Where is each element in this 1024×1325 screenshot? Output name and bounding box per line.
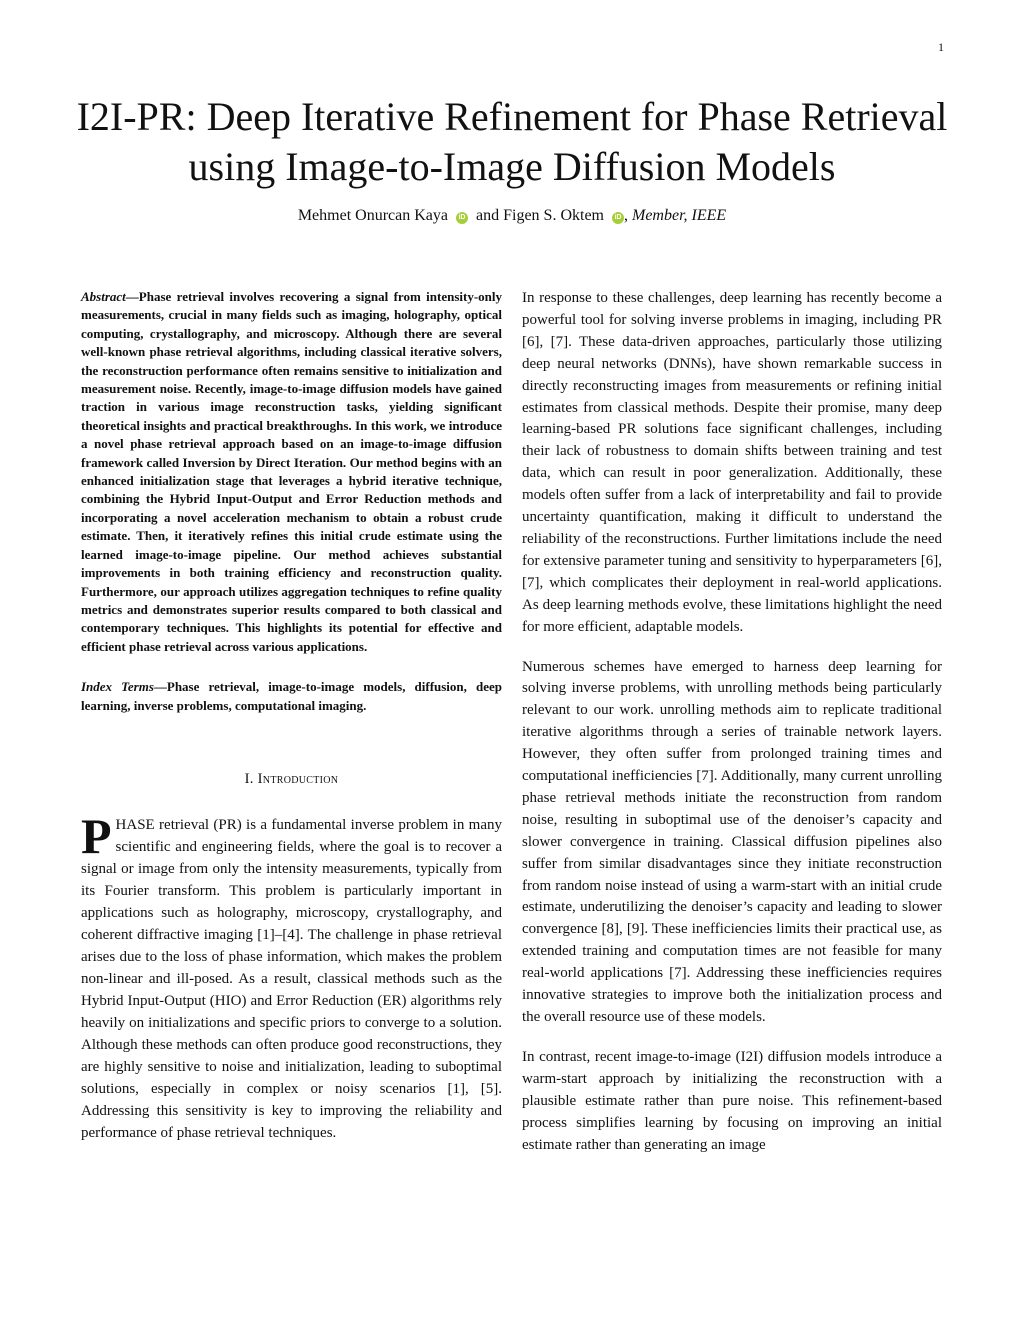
abstract [81,288,502,656]
intro-paragraph [81,807,502,1144]
author-affiliation: Member, IEEE [631,207,727,224]
left-column [81,288,502,1144]
author-line: Mehmet Onurcan Kaya iD and Figen S. Oktem iD , Member, IEEE [297,207,727,224]
body-paragraph: Numerous schemes have emerged to harness deep learning for solving inverse problems, with unrolling methods being particularly relevant to our work. unrolling methods aim to replicate traditional iterative algorithms through a series of trainable network layers. However, they often suffer from prolonged training times and computational inefficiencies [7]. Additionally, many current unrolling phase retrieval methods initiate the reconstruction from random noise, resulting in suboptimal use of the denoiser’s capacity and slower convergence in training. Classical diffusion pipelines also suffer from similar disadvantages since they initiate reconstruction from random noise instead of using a warm-start with an initial crude estimate, underutilizing the denoiser’s capacity and leading to slower convergence [8], [9]. These inefficiencies limits their practical use, as extended training and computation times are not feasible for many real-world applications [7]. Addressing these inefficiencies requires innovative strategies to improve both the initialization process and the overall resource use of these models. [522,658,942,1025]
author-joiner: and [475,207,500,224]
orcid-icon[interactable]: iD [612,212,624,224]
drop-cap-rest: HASE [115,816,155,833]
drop-cap: P [81,807,112,864]
body-paragraph: In response to these challenges, deep learning has recently become a powerful tool for solving inverse problems in imaging, including PR [6], [7]. These data-driven approaches, particularly those utilizing deep neural networks (DNNs), have shown remarkable success in directly reconstructing images from measurements or refining initial estimates from classical methods. Despite their promise, many deep learning-based PR solutions face significant challenges, including their lack of robustness to domain shifts between training and test data, which can result in poor generalization. Additionally, these models often suffer from a lack of interpretability and fail to provide uncertainty quantification, making it difficult to understand the reliability of the reconstructions. Further limitations include the need for extensive parameter tuning and sensitivity to hyperparameters [6], [7], which complicates their deployment in real-world applications. As deep learning methods evolve, these limitations highlight the need for more efficient, adaptable models. [522,290,942,635]
abstract-text: —Phase retrieval involves recovering a signal from intensity-only measurements, crucial in many fields such as imaging, holography, optical computing, crystallography, and microscopy. Although there are several well-known phase retrieval algorithms, including classical iterative solvers, the reconstruction performance often remains sensitive to initialization and measurement noise. Recently, image-to-image diffusion models have gained traction in various image reconstruction tasks, yielding significant theoretical insights and practical breakthroughs. In this work, we introduce a novel phase retrieval approach based on an image-to-image diffusion framework called Inversion by Direct Iteration. Our method begins with an enhanced initialization stage that leverages a hybrid iterative technique, combining the Hybrid Input-Output and Error Reduction methods and incorporating a novel acceleration mechanism to obtain a robust crude estimate. Then, it iteratively refines this initial crude estimate using the learned image-to-image pipeline. Our method achieves substantial improvements in both training efficiency and reconstruction quality. Furthermore, our approach utilizes aggregation techniques to refine quality metrics and demonstrates superior results compared to both classical and contemporary techniques. This highlights its potential for effective and efficient phase retrieval across various applications. [81,289,502,654]
author-name-1: Mehmet Onurcan Kaya [297,207,448,224]
paper-title: I2I-PR: Deep Iterative Refinement for Phase Retrieval using Image-to-Image Diffusion Models [76,94,948,189]
abstract-label: Abstract [81,289,126,304]
section-title: Introduction [257,770,339,787]
right-column [522,288,942,1174]
page-number: 1 [938,40,944,54]
body-paragraph: In contrast, recent image-to-image (I2I) diffusion models introduce a warm-start approach by initializing the reconstruction with a plausible estimate rather than pure noise. This refinement-based process simplifies learning by focusing on improving an initial estimate rather than generating an image [522,1048,942,1153]
orcid-icon[interactable]: iD [456,212,468,224]
intro-text: retrieval (PR) is a fundamental inverse problem in many scientific and engineering fields, where the goal is to recover a signal or image from only the intensity measurements, typically from its Fourier transform. This problem is particularly important in applications such as holography, microscopy, crystallography, and coherent diffractive imaging [1]–[4]. The challenge in phase retrieval arises due to the loss of phase information, which makes the problem non-linear and ill-posed. As a result, classical methods such as the Hybrid Input-Output (HIO) and Error Reduction (ER) algorithms rely heavily on initializations and specific priors to converge to a solution. Although these methods can often produce good reconstructions, they are highly sensitive to noise and initialization, leading to suboptimal solutions, especially in complex or noisy scenarios [1], [5]. Addressing this sensitivity is key to improving the reliability and performance of phase retrieval techniques. [81,816,502,1141]
index-terms-text: —Phase retrieval, image-to-image models, diffusion, deep learning, inverse problems, computational imaging. [81,679,502,713]
index-terms-label: Index Terms [81,679,154,695]
index-terms [81,678,502,715]
section-number: I. [244,770,254,787]
author-name-2: Figen S. Oktem [503,207,604,224]
section-heading [81,771,502,788]
